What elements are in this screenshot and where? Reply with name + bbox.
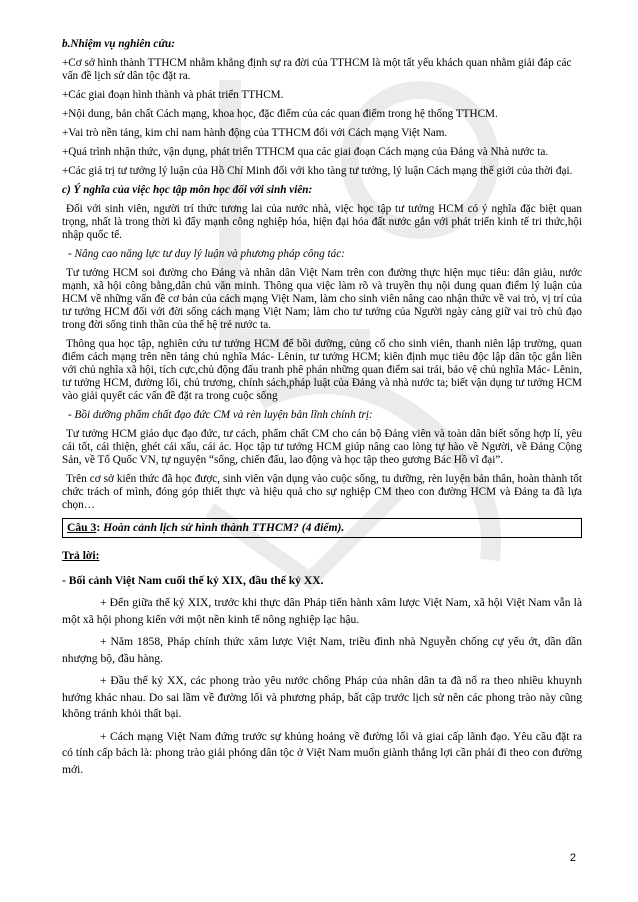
answer-section-heading: - Bối cảnh Việt Nam cuối thế kỷ XIX, đầu thế kỷ XX.: [62, 573, 324, 587]
question-3-box: [62, 518, 582, 538]
question-text: Hoàn cảnh lịch sử hình thành TTHCM? (4 điểm).: [103, 521, 345, 534]
list-item: +Vai trò nền tảng, kim chỉ nam hành động của TTHCM đối với Cách mạng Việt Nam.: [62, 127, 448, 139]
list-item: +Quá trình nhận thức, vận dụng, phát triển TTHCM qua các giai đoạn Cách mạng của Đảng và Nhà nước ta.: [62, 146, 549, 158]
significance-intro: Đối với sinh viên, người trí thức tương lai của nước nhà, việc học tập tư tưởng HCM có ý nghĩa đặc biệt quan trọng, nhất là trong thời kì đẩy mạnh công nghiệp hóa, hiện đại hóa đất nước gắn với phát triển kinh tế tri thức,hội nhập quốc tế.: [62, 203, 582, 241]
paragraph: Tư tưởng HCM soi đường cho Đảng và nhân dân Việt Nam trên con đường thực hiện mục tiêu: dân giàu, nước mạnh, xã hội công bằng,dân chủ văn minh. Thông qua việc làm rõ và truyền thụ nội dung quan điểm lý luận của HCM về những vấn đề cơ bản của cách mạng Việt Nam, làm cho sinh viên nâng cao nhận thức về vai trò, vị trí của tư tưởng HCM đối với đời sống cách mạng Việt Nam; làm cho tư tưởng của Người ngày càng giữ vai trò chủ đạo trong đời sống tinh thần của thế hệ trẻ nước ta.: [62, 267, 582, 331]
list-item: +Các giá trị tư tưởng lý luận của Hồ Chí Minh đối với kho tàng tư tưởng, lý luận Cách mạng thế giới của thời đại.: [62, 165, 573, 177]
answer-paragraph: + Năm 1858, Pháp chính thức xâm lược Việt Nam, triều đình nhà Nguyễn chống cự yếu ớt, dần dần nhượng bộ, đầu hàng.: [62, 635, 582, 665]
significance-section: [62, 184, 582, 512]
paragraph: Tư tưởng HCM giáo dục đạo đức, tư cách, phẩm chất CM cho cán bộ Đảng viên và toàn dân biết sống hợp lí, yêu cái tốt, cái thiện, ghét cái xấu, cái ác. Học tập tư tưởng HCM giúp nâng cao lòng tự hào về Người, về Đảng Cộng Sản, về Tổ Quốc VN, tự nguyện “sống, chiến đấu, lao động và học tập theo gương Bác Hồ vĩ đại”.: [62, 428, 582, 466]
significance-heading: c) Ý nghĩa của việc học tập môn học đối với sinh viên:: [62, 184, 313, 196]
subheading-thinking: - Nâng cao năng lực tư duy lý luận và phương pháp công tác:: [68, 248, 345, 260]
question-colon: :: [96, 521, 101, 534]
answer-paragraph: + Đến giữa thế kỷ XIX, trước khi thực dân Pháp tiến hành xâm lược Việt Nam, xã hội Việt Nam vẫn là một xã hội phong kiến với một nền kinh tế nông nghiệp lạc hậu.: [62, 596, 582, 626]
list-item: +Cơ sở hình thành TTHCM nhằm khẳng định sự ra đời của TTHCM là một tất yếu khách quan nhằm giải đáp các vấn đề lịch sử dân tộc đặt ra.: [62, 57, 572, 82]
answer-paragraph: + Cách mạng Việt Nam đứng trước sự khủng hoảng về đường lối và giai cấp lãnh đạo. Yêu cầu đặt ra có tính cấp bách là: phong trào giải phóng dân tộc ở Việt Nam muốn giành thắng lợi cần phải đi theo con đường mới.: [62, 729, 582, 776]
list-item: +Các giai đoạn hình thành và phát triển TTHCM.: [62, 89, 284, 101]
list-item: +Nội dung, bản chất Cách mạng, khoa học, đặc điểm của các quan điểm trong hệ thống TTHCM.: [62, 108, 498, 120]
question-label: Câu 3: [67, 521, 97, 534]
answer-paragraph: + Đầu thế kỷ XX, các phong trào yêu nước chống Pháp của nhân dân ta đã nổ ra theo nhiều khuynh hướng khác nhau. Do sai lầm về đường lối và phương pháp, bất cập trước lịch sử nên các phong trào này cũng không tránh khỏi thất bại.: [62, 674, 582, 720]
research-tasks-heading: b.Nhiệm vụ nghiên cứu:: [62, 38, 175, 50]
subheading-ethics: - Bồi dưỡng phẩm chất đạo đức CM và rèn luyện bản lĩnh chính trị:: [68, 409, 373, 421]
answer-label: Trả lời:: [62, 549, 100, 562]
page-number: 2: [569, 852, 576, 864]
paragraph: Thông qua học tập, nghiên cứu tư tưởng HCM để bồi dưỡng, củng cố cho sinh viên, thanh niên lập trường, quan điểm cách mạng trên nền tảng chủ nghĩa Mác- Lênin, tư tưởng HCM; kiên định mục tiêu độc lập dân tộc gắn liền với chủ nghĩa xã hội, tích cực,chủ động đấu tranh phê phán những quan điểm sai trái, bảo vệ chủ nghĩa Mác- Lênin, tư tưởng HCM, đường lối, chủ trương, chính sách,pháp luật của Đảng và nhà nước ta; biết vận dụng tư tưởng HCM vào giải quyết các vấn đề đặt ra trong cuộc sống: [62, 338, 582, 402]
paragraph: Trên cơ sở kiến thức đã học được, sinh viên vận dụng vào cuộc sống, tu dưỡng, rèn luyện bản thân, hoàn thành tốt chức trách of mình, đóng góp thiết thực và hiệu quả cho sự nghiệp CM theo con đường HCM và Đảng ta đã lựa chọn…: [62, 473, 582, 511]
research-tasks-section: [62, 38, 582, 178]
document-body: [62, 38, 582, 784]
answer-section: [62, 548, 582, 778]
